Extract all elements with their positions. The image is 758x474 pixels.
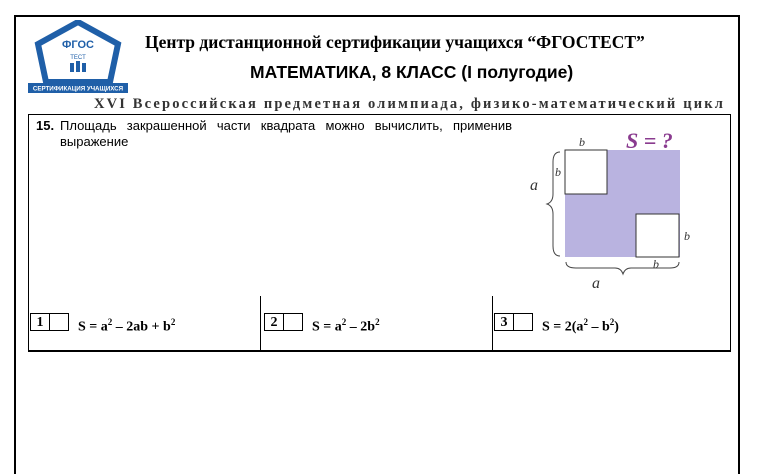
- answer-row-line: [28, 350, 731, 351]
- formula-label: S = ?: [626, 128, 673, 153]
- question-text: Площадь закрашенной части квадрата можно вычислить, применив выражение: [60, 118, 512, 149]
- answer-number-box: 3: [494, 313, 514, 331]
- subject-title: МАТЕМАТИКА, 8 КЛАСС (I полугодие): [250, 62, 574, 82]
- answer-separator-1: [260, 296, 261, 352]
- answer-separator-2: [492, 296, 493, 352]
- answer-expression: $S = 2(a^2 - b^2)$: [542, 317, 619, 335]
- answer-option-3[interactable]: [494, 313, 724, 335]
- label-b-top: b: [579, 135, 585, 149]
- logo-text-top: ФГОС: [62, 39, 94, 51]
- answer-checkbox[interactable]: [514, 313, 533, 331]
- answer-checkbox[interactable]: [284, 313, 303, 331]
- top-left-small-square: [565, 150, 607, 194]
- answer-option-2[interactable]: [264, 313, 489, 335]
- bottom-right-small-square: [636, 214, 679, 257]
- answer-number-box: 2: [264, 313, 284, 331]
- center-name: Центр дистанционной сертификации учащихся “ФГОСТЕСТ”: [145, 32, 645, 52]
- logo-ribbon-text: СЕРТИФИКАЦИЯ УЧАЩИХСЯ: [32, 85, 124, 93]
- label-b-right: b: [684, 229, 690, 243]
- question-number: 15.: [36, 118, 55, 133]
- square-figure: [520, 122, 710, 292]
- answer-checkbox[interactable]: [50, 313, 69, 331]
- answer-expression: $S = a^2 - 2ab + b^2$: [78, 317, 176, 335]
- answer-option-1[interactable]: [30, 313, 255, 335]
- fgos-logo: [28, 20, 128, 94]
- bottom-brace: [566, 262, 679, 274]
- answer-number-box: 1: [30, 313, 50, 331]
- answer-expression: $S = a^2 - 2b^2$: [312, 317, 380, 335]
- label-b-bottom: b: [653, 257, 659, 271]
- label-a-side: a: [530, 177, 538, 194]
- olympiad-title: XVI Всероссийская предметная олимпиада, физико-математический цикл: [94, 96, 726, 112]
- label-a-bottom: a: [592, 275, 600, 292]
- logo-text-mid: ТЕСТ: [70, 55, 86, 61]
- label-b-left: b: [555, 165, 561, 179]
